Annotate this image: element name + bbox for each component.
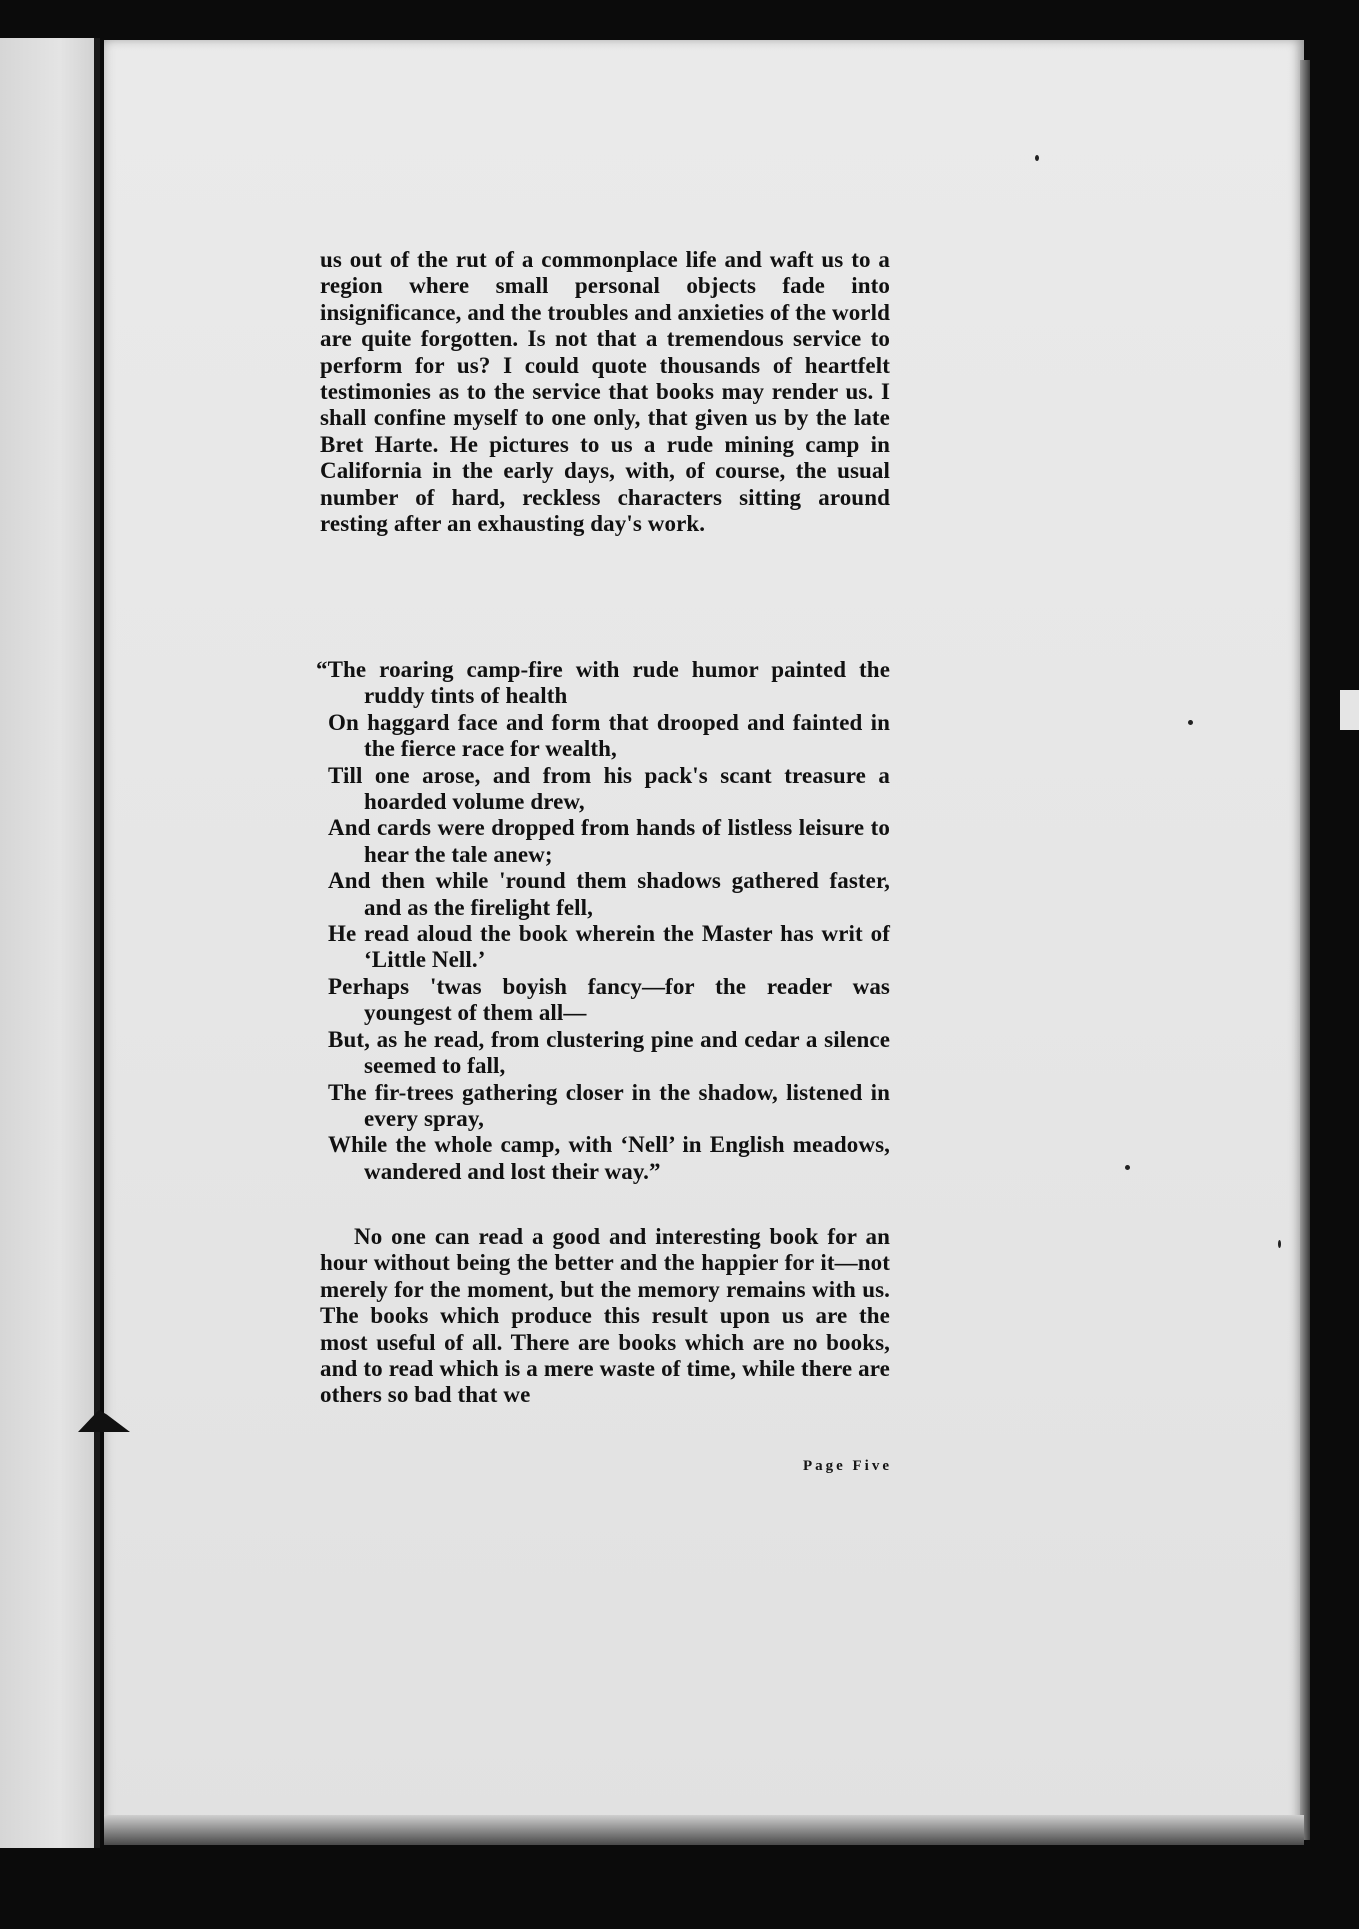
body-paragraph-1 [320, 247, 890, 537]
body-paragraph-2 [320, 1224, 890, 1409]
poem-line: But, as he read, from clustering pine and cedar a silence seemed to fall, [328, 1026, 890, 1079]
page-right-edge [1300, 60, 1310, 1840]
poem-line: On haggard face and form that drooped and fainted in the fierce race for wealth, [328, 709, 890, 762]
poem-line: Perhaps 'twas boyish fancy—for the reader was youngest of them all— [328, 973, 890, 1026]
poem-line: “The roaring camp-fire with rude humor painted the ruddy tints of health [316, 657, 890, 709]
poem-line: He read aloud the book wherein the Master has writ of ‘Little Nell.’ [328, 921, 890, 973]
poem-line: The fir-trees gathering closer in the shadow, listened in every spray, [328, 1079, 890, 1131]
scan-speck [1125, 1165, 1130, 1170]
page-edge-nick [1340, 690, 1359, 730]
poem-line: And cards were dropped from hands of listless leisure to hear the tale anew; [328, 815, 890, 867]
poem-quotation [316, 657, 890, 1185]
page-number-label: Page Five [802, 1458, 892, 1474]
poem-line: While the whole camp, with ‘Nell’ in English meadows, wandered and lost their way.” [328, 1132, 890, 1184]
scan-speck [1278, 1240, 1281, 1248]
page-gutter [94, 38, 100, 1848]
paragraph-text: No one can read a good and interesting book for an hour without being the better and the happier for it—not merely for the moment, but the memory remains with us. The books which produce this result upon us are the most useful of all. There are books which are no books, and to read which is a mere waste of time, while there are others so bad that we [320, 1224, 890, 1408]
scan-speck [1188, 720, 1193, 725]
poem-line: And then while 'round them shadows gathered faster, and as the firelight fell, [328, 868, 890, 920]
poem-line: Till one arose, and from his pack's scant treasure a hoarded volume drew, [328, 762, 890, 815]
paragraph-text: us out of the rut of a commonplace life and waft us to a region where small personal objects fade into insignificance, and the troubles and anxieties of the world are quite forgotten. Is not that a tremendous service to perform for us? I could quote thousands of heartfelt testimonies as to the service that books may render us. I shall confine myself to one only, that given us by the late Bret Harte. He pictures to us a rude mining camp in California in the early days, with, of course, the usual number of hard, reckless characters sitting around resting after an exhausting day's work. [320, 247, 890, 537]
facing-page-edge [0, 38, 100, 1848]
page-bottom-edge [104, 1815, 1304, 1845]
scan-speck [1035, 155, 1039, 161]
